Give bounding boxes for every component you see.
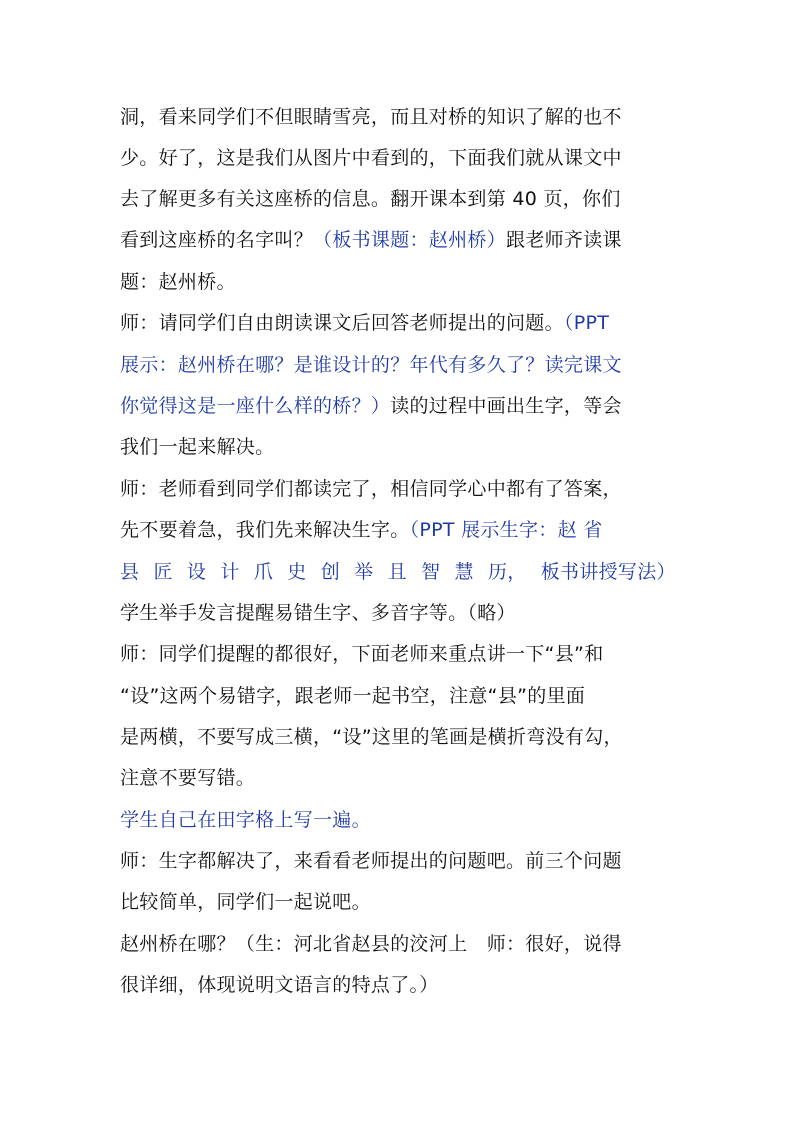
body-text: 很详细，体现说明文语言的特点了。） — [120, 974, 439, 996]
body-text: 题：赵州桥。 — [120, 271, 236, 293]
text-line — [120, 596, 516, 630]
char-token: 匠 — [153, 561, 173, 583]
body-text: 师：同学们提醒的都很好，下面老师来重点讲一下“县”和 — [120, 643, 604, 665]
body-text: 洞，看来同学们不但眼睛雪亮，而且对桥的知识了解的也不 — [120, 106, 622, 128]
text-line — [120, 513, 603, 547]
text-line — [120, 679, 585, 713]
text-line — [120, 720, 623, 754]
body-text: 师：请同学们自由朗读课文后回答老师提出的问题。 — [120, 312, 564, 334]
char-token: 智 — [421, 561, 441, 583]
char-token: 设 — [186, 561, 207, 583]
body-text: 少。好了，这是我们从图片中看到的，下面我们就从课文中 — [120, 147, 622, 169]
char-token: 历， — [487, 561, 527, 583]
text-line — [120, 306, 609, 340]
blue-annotation-text: （PPT 展示生字：赵 省 — [409, 519, 603, 541]
char-token: 县 — [120, 561, 140, 583]
text-line — [120, 927, 622, 961]
body-text: 跟老师齐读课 — [506, 229, 622, 251]
char-token: 板书讲授写法） — [540, 561, 676, 583]
char-token: 计 — [220, 561, 240, 583]
char-token: 且 — [387, 561, 407, 583]
char-token: 创 — [320, 561, 341, 583]
body-text: “设”这两个易错字，跟老师一起书空，注意“县”的里面 — [120, 685, 586, 707]
text-line — [120, 844, 622, 878]
body-text: 师：生字都解决了，来看看老师提出的问题吧。前三个问题 — [120, 850, 622, 872]
char-token: 举 — [354, 561, 374, 583]
char-token: 史 — [287, 561, 307, 583]
char-token: 爪 — [253, 561, 274, 583]
text-line — [120, 803, 371, 837]
text-line — [120, 555, 676, 589]
body-text: 读的过程中画出生字，等会 — [390, 395, 622, 417]
text-line — [120, 100, 622, 134]
body-text: 师：老师看到同学们都读完了，相信同学心中都有了答案， — [120, 478, 622, 500]
char-token: 慧 — [454, 561, 474, 583]
text-line — [120, 885, 371, 919]
text-line — [120, 223, 622, 257]
text-line — [120, 348, 622, 382]
text-line — [120, 389, 622, 423]
blue-annotation-text: 学生自己在田字格上写一遍。 — [120, 809, 371, 831]
text-line — [120, 430, 274, 464]
body-text: 去了解更多有关这座桥的信息。翻开课本到第 40 页，你们 — [120, 188, 621, 210]
text-line — [120, 141, 622, 175]
text-line — [120, 265, 236, 299]
text-line — [120, 637, 604, 671]
text-line — [120, 182, 621, 216]
body-text: 注意不要写错。 — [120, 767, 256, 789]
blue-annotation-text: （板书课题：赵州桥） — [313, 229, 507, 251]
text-line — [120, 968, 439, 1002]
blue-annotation-text: 你觉得这是一座什么样的桥？） — [120, 395, 391, 417]
text-line — [120, 761, 255, 795]
blue-annotation-text: 展示：赵州桥在哪？是谁设计的？年代有多久了？读完课文 — [120, 354, 622, 376]
body-text: 赵州桥在哪？（生：河北省赵县的洨河上 师：很好，说得 — [120, 933, 622, 955]
body-text: 比较简单，同学们一起说吧。 — [120, 891, 371, 913]
body-text: 学生举手发言提醒易错生字、多音字等。（略） — [120, 602, 516, 624]
blue-annotation-text: （PPT — [563, 312, 610, 334]
body-text: 我们一起来解决。 — [120, 436, 275, 458]
body-text: 先不要着急，我们先来解决生字。 — [120, 519, 410, 541]
body-text: 是两横，不要写成三横，“设”这里的笔画是横折弯没有勾， — [120, 726, 623, 748]
text-line — [120, 472, 622, 506]
body-text: 看到这座桥的名字叫？ — [120, 229, 314, 251]
